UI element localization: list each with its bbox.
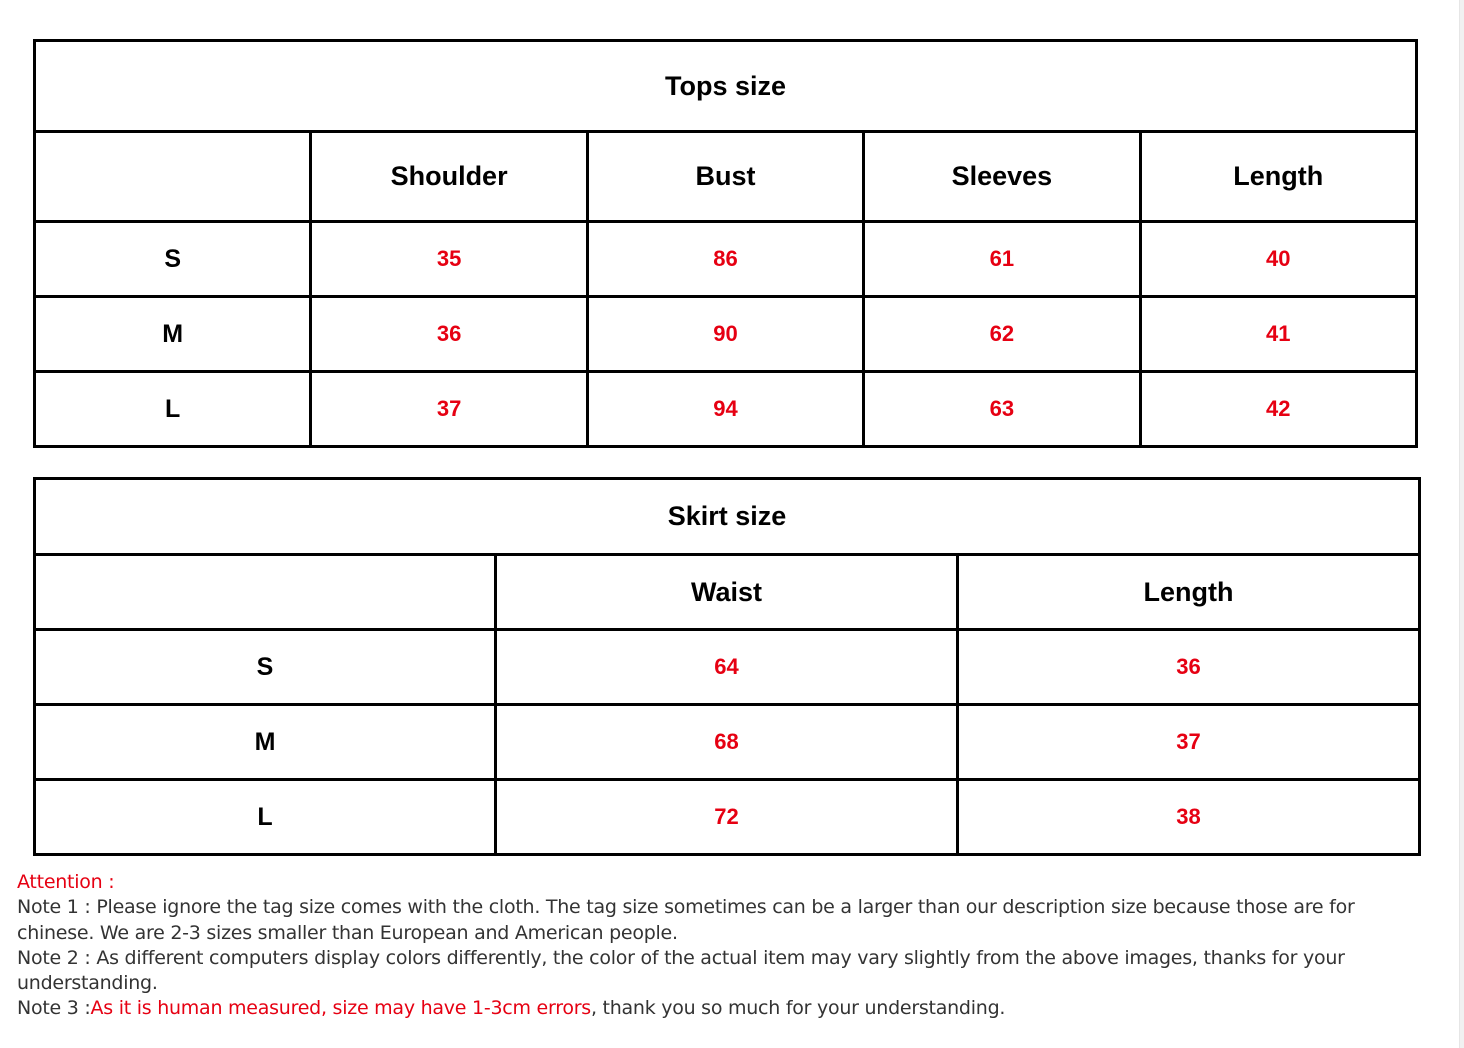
waist-value: 64 xyxy=(496,630,958,705)
length-value: 36 xyxy=(958,630,1420,705)
tops-header-bust: Bust xyxy=(587,132,863,222)
tops-header-shoulder: Shoulder xyxy=(311,132,587,222)
tops-row-m xyxy=(35,297,1417,372)
size-label: S xyxy=(35,222,311,297)
shoulder-value: 37 xyxy=(311,372,587,447)
length-value: 41 xyxy=(1140,297,1416,372)
tops-header-length: Length xyxy=(1140,132,1416,222)
skirt-table-title: Skirt size xyxy=(35,479,1420,555)
shoulder-value: 36 xyxy=(311,297,587,372)
skirt-row-m xyxy=(35,705,1420,780)
note-1: Note 1 : Please ignore the tag size comes with the cloth. The tag size sometimes can be a larger than our description size because those are for chinese. We are 2-3 sizes smaller than European and American people. xyxy=(17,896,1355,944)
skirt-row-s xyxy=(35,630,1420,705)
tops-table-title: Tops size xyxy=(35,41,1417,132)
notes-section xyxy=(17,870,1437,1022)
size-label: S xyxy=(35,630,496,705)
sleeves-value: 61 xyxy=(864,222,1140,297)
note-3-prefix: Note 3 : xyxy=(17,997,91,1020)
length-value: 40 xyxy=(1140,222,1416,297)
tops-row-l xyxy=(35,372,1417,447)
scrollbar-track[interactable] xyxy=(1459,0,1464,1048)
note-2: Note 2 : As different computers display colors differently, the color of the actual item may vary slightly from the above images, thanks for your understanding. xyxy=(17,946,1345,995)
length-value: 42 xyxy=(1140,372,1416,447)
tops-header-sleeves: Sleeves xyxy=(864,132,1140,222)
waist-value: 68 xyxy=(496,705,958,780)
shoulder-value: 35 xyxy=(311,222,587,297)
length-value: 37 xyxy=(958,705,1420,780)
bust-value: 90 xyxy=(587,297,863,372)
tops-size-table xyxy=(33,39,1418,448)
size-label: L xyxy=(35,780,496,855)
sleeves-value: 62 xyxy=(864,297,1140,372)
size-label: M xyxy=(35,297,311,372)
skirt-header-blank xyxy=(35,555,496,630)
sleeves-value: 63 xyxy=(864,372,1140,447)
skirt-size-table xyxy=(33,477,1421,856)
bust-value: 94 xyxy=(587,372,863,447)
tops-header-blank xyxy=(35,132,311,222)
note-3 xyxy=(17,996,1437,1021)
tops-row-s xyxy=(35,222,1417,297)
waist-value: 72 xyxy=(496,780,958,855)
skirt-header-length: Length xyxy=(958,555,1420,630)
note-3-highlight: As it is human measured, size may have 1-3cm errors xyxy=(90,997,591,1020)
size-label: L xyxy=(35,372,311,447)
bust-value: 86 xyxy=(587,222,863,297)
attention-heading: Attention : xyxy=(17,871,115,893)
size-label: M xyxy=(35,705,496,780)
skirt-row-l xyxy=(35,780,1420,855)
note-3-suffix: , thank you so much for your understanding. xyxy=(590,997,1006,1020)
skirt-header-waist: Waist xyxy=(496,555,958,630)
length-value: 38 xyxy=(958,780,1420,855)
